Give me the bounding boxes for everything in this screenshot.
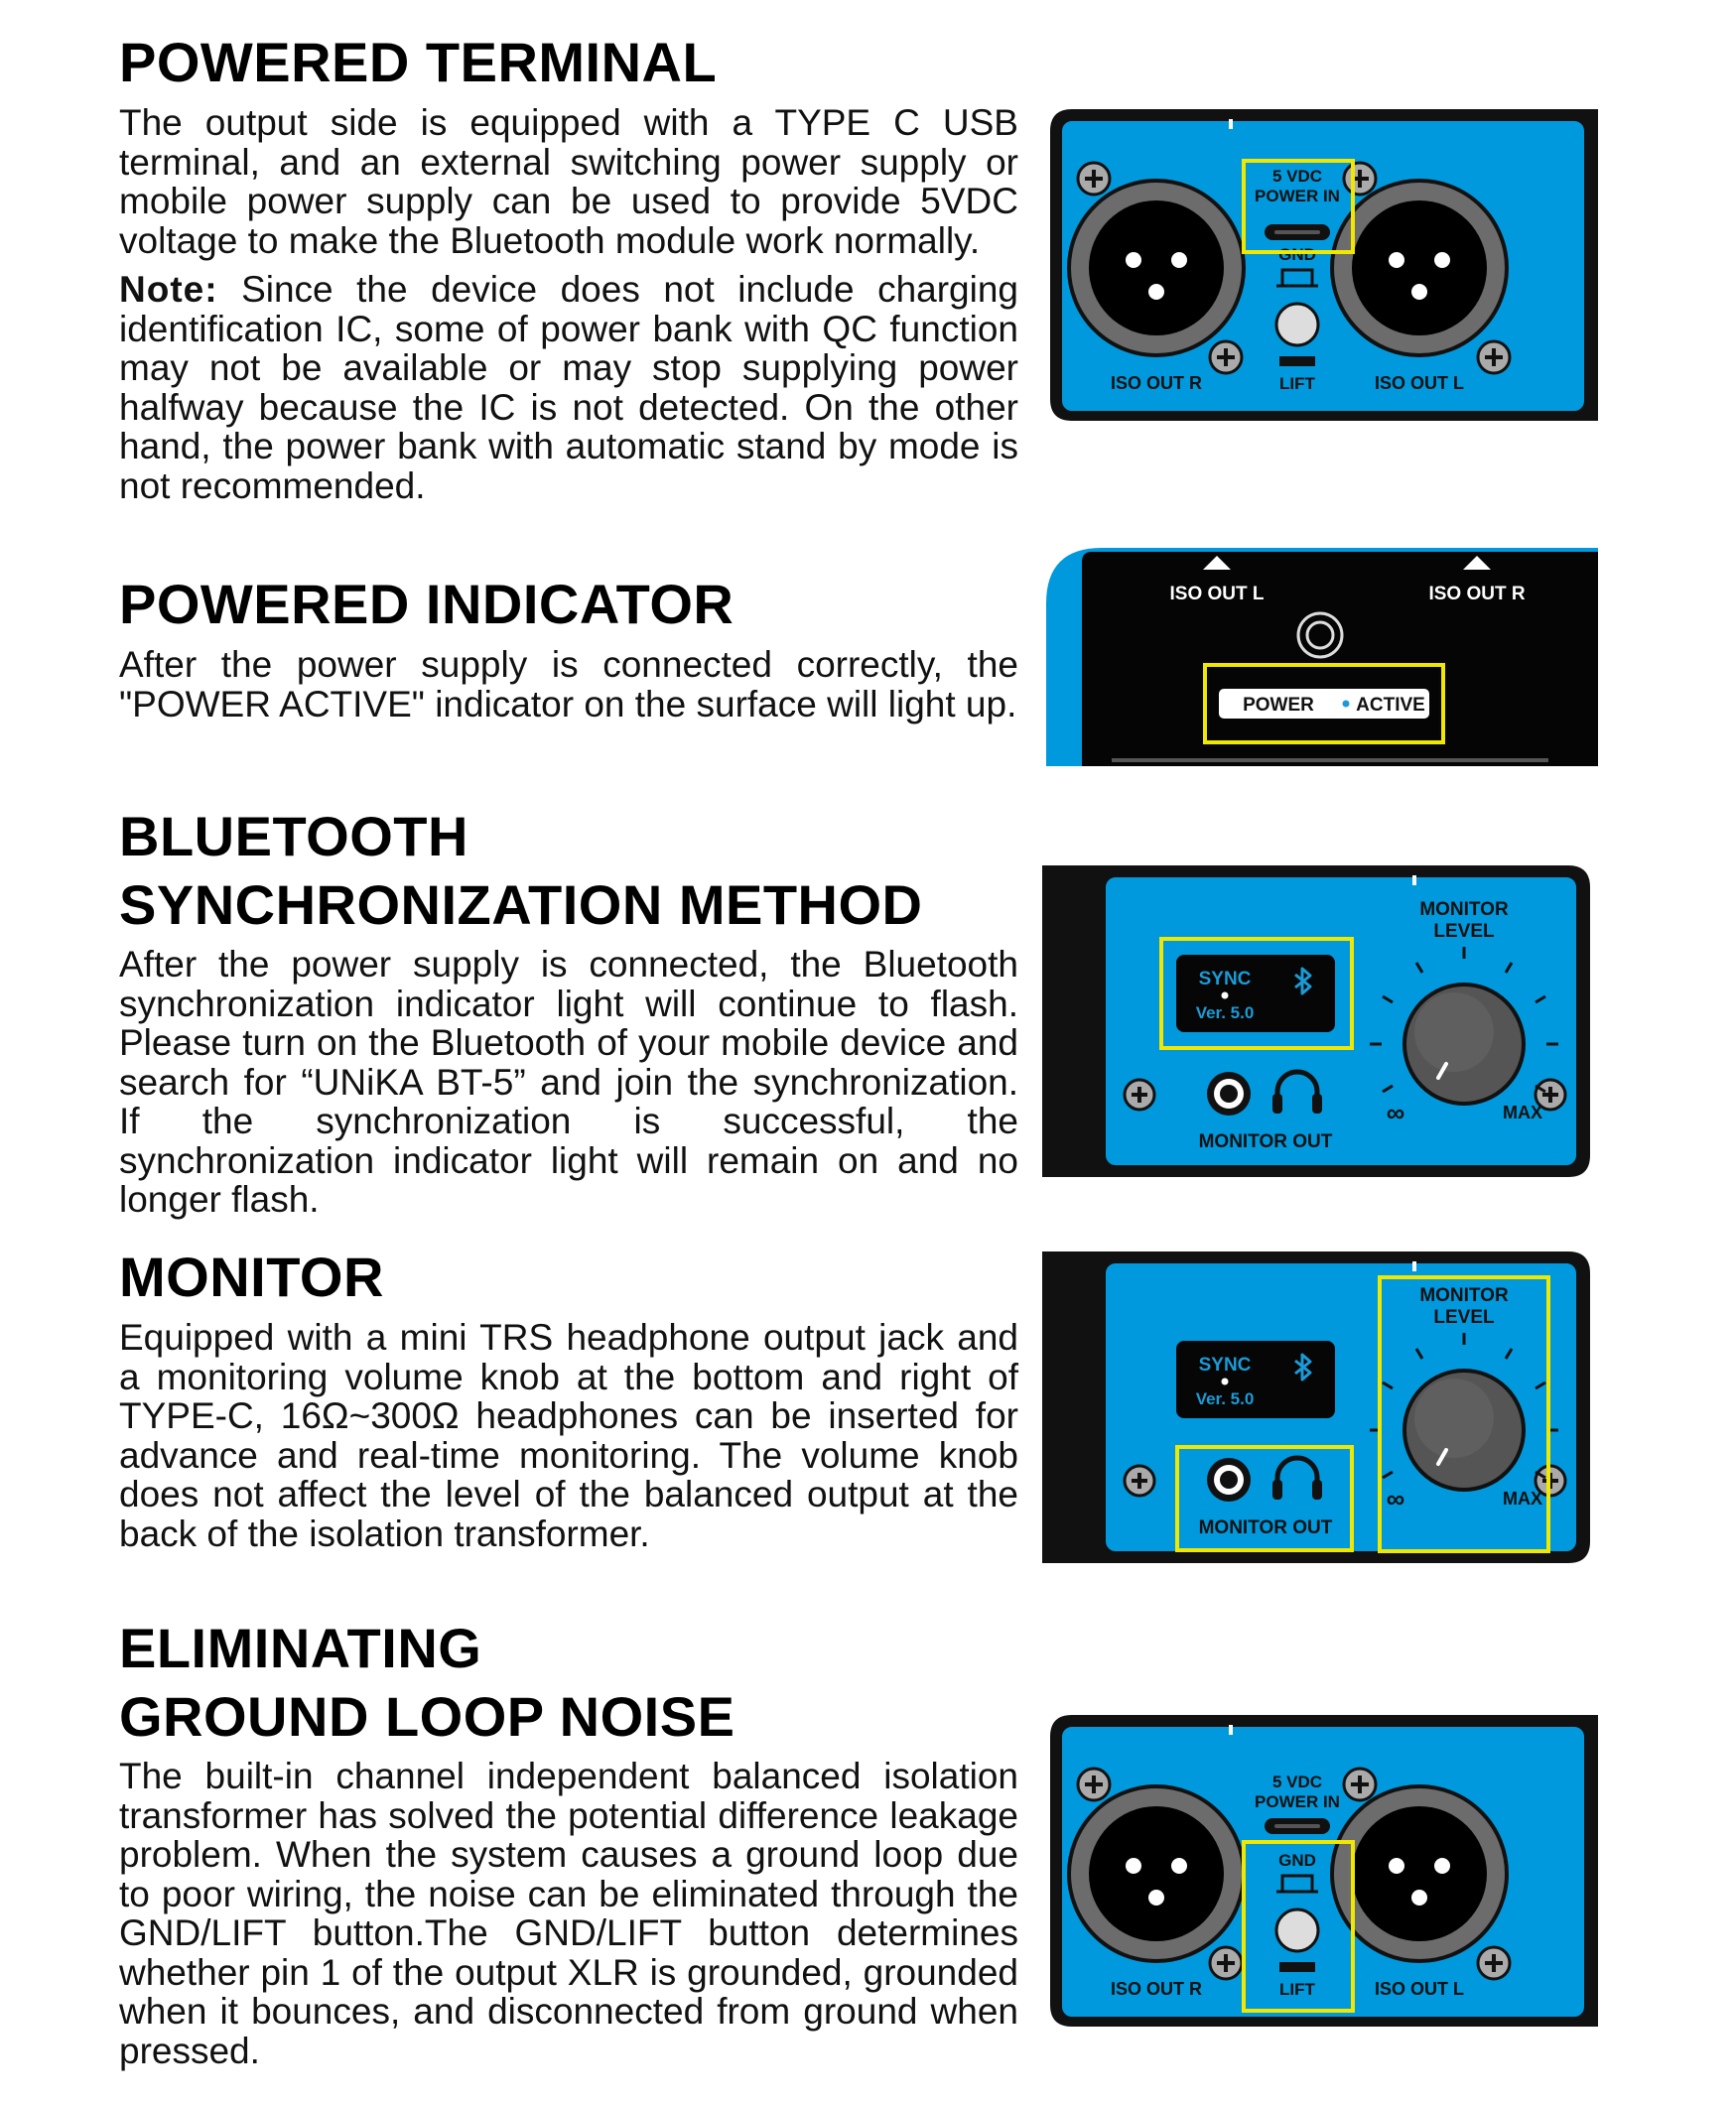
top-panel-diagram-power-active: [1042, 548, 1598, 766]
infinity-label: ∞: [1386, 1098, 1405, 1127]
monitor-level-knob[interactable]: [1404, 985, 1524, 1104]
paragraph: After the power supply is connected correctly, the "POWER ACTIVE" indicator on the surface will light up.: [119, 644, 1018, 724]
title-line: BLUETOOTH: [119, 805, 468, 867]
power-in-label: 5 VDC: [1271, 1773, 1323, 1791]
paragraph: After the power supply is connected, the Bluetooth synchronization indicator light will continue to flash. Please turn on the Bluetooth of your mobile device and search for “UNiKA BT-5” and join the synchronization. If the synchronization is successful, the synchronization indicator light will remain on and no longer flash.: [119, 944, 1018, 1220]
max-label: MAX: [1503, 1103, 1542, 1122]
screw-icon: [1125, 1080, 1154, 1110]
screw-icon: [1478, 1947, 1510, 1979]
infinity-label: ∞: [1386, 1484, 1405, 1513]
ver-label: Ver. 5.0: [1195, 1003, 1255, 1022]
screw-icon: [1078, 1769, 1110, 1800]
iso-out-r-label: ISO OUT R: [1428, 584, 1526, 604]
sync-led-icon: [1222, 1379, 1229, 1385]
paragraph: The built-in channel independent balanced isolation transformer has solved the potential difference leakage problem. When the system causes a ground loop due to poor wiring, the noise can be eliminated through the GND/LIFT button.The GND/LIFT button determines whether pin 1 of the output XLR is grounded, grounded when it bounces, and disconnected from ground when pressed.: [119, 1756, 1018, 2071]
iso-out-l-label: ISO OUT L: [1169, 584, 1265, 604]
power-in-label: POWER IN: [1255, 1792, 1340, 1811]
section-title-monitor: MONITOR: [119, 1246, 384, 1308]
iso-out-l-label: ISO OUT L: [1375, 1979, 1464, 1999]
note-label: Note:: [119, 269, 218, 310]
gnd-label: GND: [1278, 1851, 1316, 1870]
section-body-powered-indicator: [119, 645, 1018, 733]
sync-label: SYNC: [1198, 969, 1252, 989]
monitor-level-label: LEVEL: [1433, 921, 1495, 942]
lift-symbol-icon: [1279, 1962, 1315, 1972]
iso-out-r-label: ISO OUT R: [1110, 373, 1203, 393]
xlr-connector-icon: [1069, 1786, 1244, 1961]
xlr-connector-icon: [1332, 1786, 1507, 1961]
power-label: POWER: [1243, 695, 1314, 716]
monitor-level-label: LEVEL: [1433, 1307, 1495, 1328]
iso-out-l-label: ISO OUT L: [1375, 373, 1464, 393]
lift-label: LIFT: [1279, 374, 1315, 393]
monitor-out-label: MONITOR OUT: [1198, 1131, 1333, 1152]
xlr-connector-icon: [1332, 181, 1507, 355]
screw-icon: [1078, 163, 1110, 195]
gnd-label: GND: [1278, 245, 1316, 264]
paragraph: The output side is equipped with a TYPE C USB terminal, and an external switching power supply or mobile power supply can be used to provide 5VDC voltage to make the Bluetooth module work normally.: [119, 102, 1018, 261]
headphone-jack-icon: [1207, 1072, 1251, 1116]
ver-label: Ver. 5.0: [1195, 1389, 1255, 1408]
section-body-powered-terminal: [119, 103, 1018, 515]
iso-out-r-label: ISO OUT R: [1110, 1979, 1203, 1999]
output-panel-diagram-gnd-lift: [1042, 1707, 1598, 2035]
output-panel-diagram-power: [1042, 101, 1598, 429]
note-paragraph: [119, 270, 1018, 505]
screw-icon: [1344, 1769, 1376, 1800]
screw-icon: [1210, 341, 1242, 373]
monitor-level-label: MONITOR: [1419, 899, 1509, 920]
power-in-label: 5 VDC: [1271, 167, 1323, 186]
xlr-connector-icon: [1069, 181, 1244, 355]
screw-icon: [1478, 341, 1510, 373]
headphone-jack-icon: [1207, 1458, 1251, 1502]
section-title-ground-loop: [119, 1614, 734, 1751]
indicator-dot-icon: [1343, 701, 1350, 708]
title-line: GROUND LOOP NOISE: [119, 1685, 735, 1748]
screw-icon: [1125, 1466, 1154, 1496]
power-in-label: POWER IN: [1255, 187, 1340, 205]
lift-symbol-icon: [1279, 356, 1315, 366]
title-line: ELIMINATING: [119, 1617, 482, 1679]
gnd-lift-button[interactable]: [1276, 304, 1318, 345]
lift-label: LIFT: [1279, 1980, 1315, 1999]
screw-icon: [1210, 1947, 1242, 1979]
title-line: SYNCHRONIZATION METHOD: [119, 873, 923, 936]
section-title-powered-terminal: POWERED TERMINAL: [119, 31, 718, 93]
monitor-out-label: MONITOR OUT: [1198, 1517, 1333, 1538]
screw-icon: [1344, 163, 1376, 195]
sync-led-icon: [1222, 992, 1229, 999]
paragraph: Equipped with a mini TRS headphone output jack and a monitoring volume knob at the bottom and right of TYPE-C, 16Ω~300Ω headphones can be inserted for advance and real-time monitoring. The volume knob does not affect the level of the balanced output at the back of the isolation transformer.: [119, 1317, 1018, 1554]
monitor-panel-diagram-sync: [1042, 857, 1598, 1185]
monitor-panel-diagram-knob: [1042, 1244, 1598, 1571]
monitor-level-label: MONITOR: [1419, 1285, 1509, 1306]
section-body-ground-loop: [119, 1757, 1018, 2080]
gnd-lift-button[interactable]: [1276, 1909, 1318, 1951]
monitor-level-knob[interactable]: [1404, 1371, 1524, 1490]
note-text: Since the device does not include charging identification IC, some of power bank with QC function may not be available or may stop supplying power halfway because the IC is not detected. On the other hand, the power bank with automatic stand by mode is not recommended.: [119, 269, 1018, 506]
sync-label: SYNC: [1198, 1355, 1252, 1376]
max-label: MAX: [1503, 1489, 1542, 1509]
section-title-bluetooth-sync: [119, 802, 923, 939]
section-body-monitor: [119, 1318, 1018, 1563]
active-label: ACTIVE: [1356, 695, 1425, 716]
section-body-bluetooth-sync: [119, 945, 1018, 1230]
section-title-powered-indicator: POWERED INDICATOR: [119, 573, 734, 635]
